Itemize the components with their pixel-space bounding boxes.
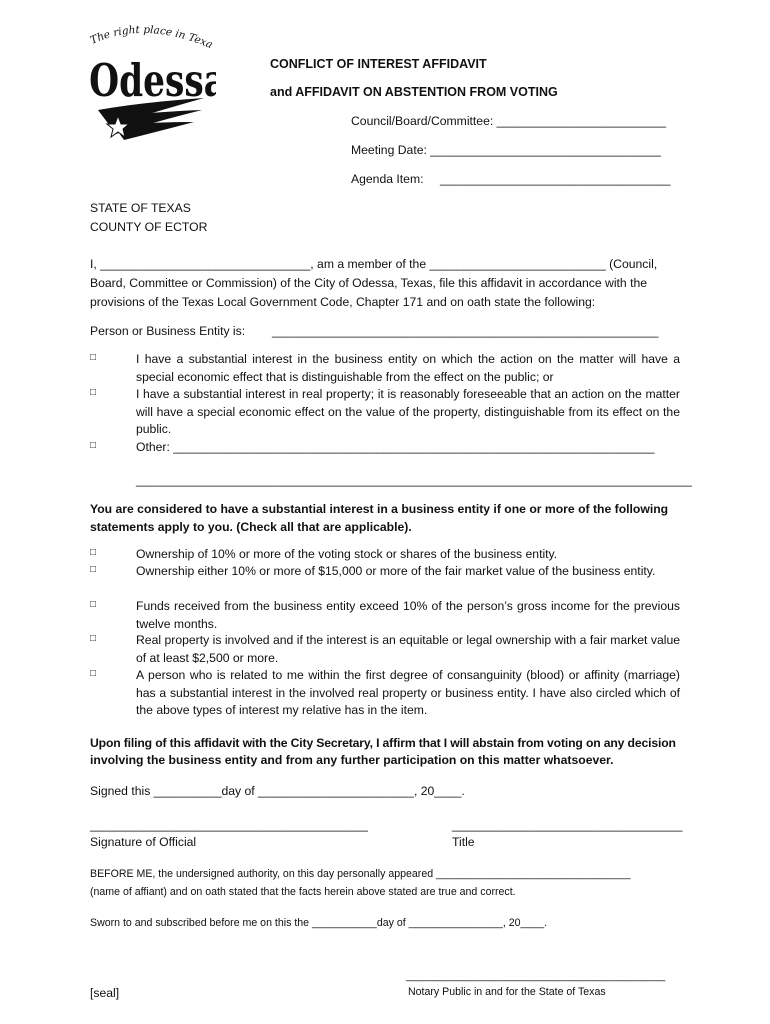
substantial-item-1: Ownership of 10% or more of the voting stock or shares of the business entity. [136,547,558,561]
abstain-line-2: involving the business entity and from any further participation on this matter whatsoever. [90,753,614,767]
council-field[interactable]: Council/Board/Committee: _________________________ [351,114,667,128]
title-field[interactable]: __________________________________ [452,818,683,832]
substantial-heading-1: You are considered to have a substantial interest in a business entity if one or more of the following [90,502,669,516]
substantial-item-5: A person who is related to me within the first degree of consanguinity (blood) or affinity (marriage) has a substantial interest in the involved real property or business entity. I have also circled which of the above types of interest my relative has in the item. [136,668,680,717]
interest-item-other[interactable]: Other: _______________________________________________________________________ [136,440,655,454]
interest-item-1: I have a substantial interest in the business entity on which the action on the matter will have a special economic effect that is distinguishable from the effect on the public; or [136,352,680,384]
intro-line-3: provisions of the Texas Local Government Code, Chapter 171 and on oath state the following: [90,295,596,309]
entity-label: Person or Business Entity is: [90,324,246,338]
meeting-date-field[interactable]: Meeting Date: __________________________________ [351,143,661,157]
checkbox-real-property[interactable]: □ [90,633,97,644]
before-me-line-1[interactable]: BEFORE ME, the undersigned authority, on this day personally appeared _________________________________ [90,868,631,880]
signed-date-line[interactable]: Signed this __________day of _______________________, 20____. [90,784,465,798]
other-line-2[interactable]: __________________________________________________________________________________ [136,473,692,487]
checkbox-interest-1[interactable]: □ [90,352,97,363]
substantial-heading-2: statements apply to you. (Check all that are applicable). [90,520,412,534]
checkbox-interest-other[interactable]: □ [90,440,97,451]
state-line: STATE OF TEXAS [90,201,191,215]
substantial-item-3: Funds received from the business entity exceed 10% of the person’s gross income for the previous twelve months. [136,599,680,631]
signature-field[interactable]: _________________________________________ [90,818,368,832]
checkbox-relative[interactable]: □ [90,668,97,679]
agenda-item-label: Agenda Item: [351,172,424,186]
logo-graphic [84,22,216,142]
notary-label: Notary Public in and for the State of Texas [408,986,606,998]
logo-wordmark: Odessa [89,55,216,108]
intro-line-1[interactable]: I, _______________________________, am a member of the __________________________ (Council, [90,257,658,271]
substantial-item-4: Real property is involved and if the interest is an equitable or legal ownership with a fair market value of at least $2,500 or more. [136,633,680,665]
agenda-item-field[interactable]: __________________________________ [440,172,671,186]
notary-signature-field[interactable]: ____________________________________________ [406,970,666,982]
signature-label: Signature of Official [90,835,197,849]
svg-text:The right place in Texas [84,22,214,51]
title-line-2: and AFFIDAVIT ON ABSTENTION FROM VOTING [270,85,558,99]
title-label: Title [452,835,475,849]
entity-field[interactable]: _________________________________________________________ [272,324,659,338]
title-line-1: CONFLICT OF INTEREST AFFIDAVIT [270,57,487,71]
intro-line-2: Board, Committee or Commission) of the City of Odessa, Texas, file this affidavit in accordance with the [90,276,648,290]
county-line: COUNTY OF ECTOR [90,220,208,234]
city-logo [84,22,216,142]
checkbox-ownership-stock[interactable]: □ [90,547,97,558]
abstain-line-1: Upon filing of this affidavit with the City Secretary, I affirm that I will abstain from voting on any decision [90,736,676,750]
checkbox-ownership-value[interactable]: □ [90,564,97,575]
logo-tagline: The right place in Texa [88,23,215,52]
interest-item-2: I have a substantial interest in real property; it is reasonably foreseeable that an action on the matter will have a special economic effect on the value of the property, distinguishable from its effect on the public. [136,387,680,436]
before-me-line-2: (name of affiant) and on oath stated that the facts herein above stated are true and correct. [90,886,516,898]
substantial-item-2: Ownership either 10% or more of $15,000 or more of the fair market value of the business entity. [136,564,656,578]
checkbox-interest-2[interactable]: □ [90,387,97,398]
checkbox-funds[interactable]: □ [90,599,97,610]
sworn-line[interactable]: Sworn to and subscribed before me on this the ___________day of ________________, 20____. [90,917,548,929]
seal-label: [seal] [90,986,120,1000]
